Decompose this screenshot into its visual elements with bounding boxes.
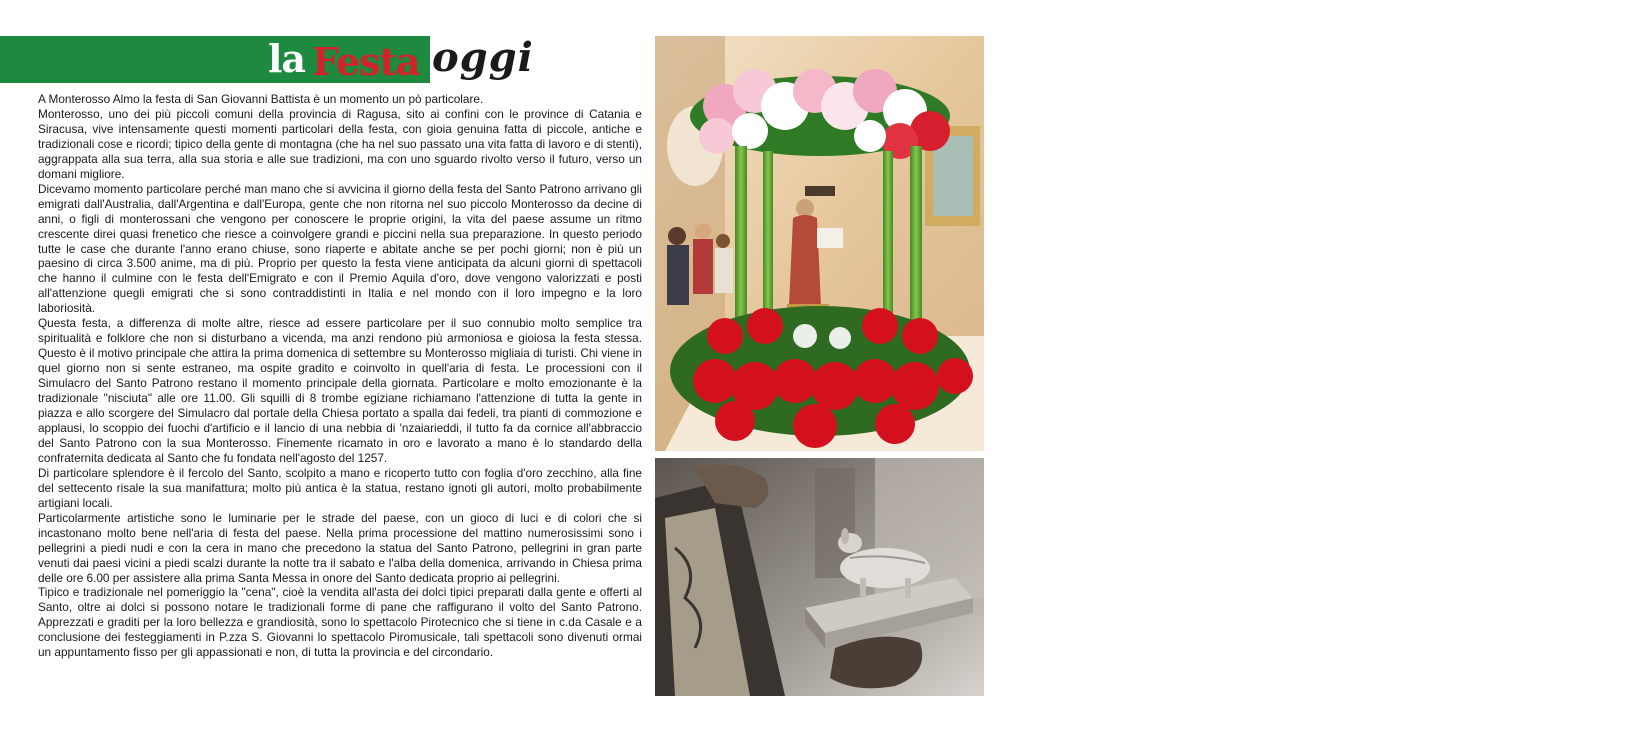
festival-float-photo xyxy=(655,36,1628,466)
article-paragraph: Di particolare splendore è il fercolo del Santo, scolpito a mano e ricoperto tutto con foglia d'oro zecchino, alla fine del settecento risale la sua manifattura; molto più antica è la statua, restano ignoti gli autori, molto probabilmente artigiani locali. xyxy=(38,465,642,510)
photo-credit: foto Francesco Amodio xyxy=(1618,373,1628,466)
silver-lamb-photo xyxy=(655,458,984,696)
silver-lamb-illustration xyxy=(655,458,984,696)
article-paragraph: Tipico e tradizionale nel pomeriggio la "cena", cioè la vendita all'asta dei dolci tipici preparati dalla gente e offerti al Santo, oltre ai dolci si possono notare le tradizionali forme di pane che raffigurano il volto del Santo Patrono. Apprezzati e graditi per la loro bellezza e grandiosità, sono lo spettacolo Pirotecnico che si tiene in c.da Casale e a conclusione dei festeggiamenti in P.zza S. Giovanni lo spettacolo Piromusicale, tali spettacoli sono divenuti ormai un appuntamento fisso per gli appassionati e non, di tutta la provincia e del circondario. xyxy=(38,585,642,660)
article-paragraph: Dicevamo momento particolare perché man mano che si avvicina il giorno della festa del Santo Patrono arrivano gli emigrati dall'Australia, dall'Argentina e dall'Europa, gente che non ritorna nel suo piccolo Monterosso da decine di anni, o figli di monterossani che vengono per conoscere le proprie origini, la vita del paese assume un ritmo crescente direi quasi frenetico che riesce a coinvolgere grandi e piccini nella sua preparazione. In questo periodo tutte le case che durante l'anno erano chiuse, sono riaperte e abitate anche se per pochi giorni; non è più un paesino di circa 3.500 anime, ma di più. Proprio per questo la festa viene anticipata da alcuni giorni di spettacoli che hanno il culmine con le festa dell'Emigrato e con il Premio Aquila d'oro, dove vengono valorizzati e posti all'attenzione quegli emigrati che si sono contraddistinti in Italia e nel mondo con il loro impegno e la loro laboriosità. xyxy=(38,181,642,316)
article-body xyxy=(38,92,642,660)
festival-float-illustration xyxy=(655,36,984,451)
title-festa: Festa xyxy=(312,39,420,84)
article-paragraph: Questa festa, a differenza di molte altre, riesce ad essere particolare per il suo connubio molto semplice tra spiritualità e folklore che non si disturbano a vicenda, ma anzi rendono più armoniosa e gioiosa la festa stessa. Questo è il motivo principale che attira la prima domenica di settembre su Monterosso migliaia di turisti. Chi viene in quel giorno non si sente estraneo, ma ospite gradito e coinvolto in quell'aria di festa. Le processioni con il Simulacro del Santo Patrono restano il momento principale della giornata. Particolare e molto emozionante è la tradizionale "nisciuta" alle ore 11.00. Gli squilli di 8 trombe egiziane richiamano l'attenzione di tutta la gente in piazza e allo scorgere del Simulacro dal portale della Chiesa portato a spalla dai fedeli, tra pianti di commozione e applausi, lo scoppio dei fuochi d'artificio e il lancio di una nebbia di 'nzaiarieddi, il tutto fa da cornice all'abbraccio del Santo Patrono con la sua Monterosso. Finemente ricamato in oro e lavorato a mano è lo standardo della confraternita dedicata al Santo che fu fondata nell'agosto del 1257. xyxy=(38,316,642,465)
article-paragraph: A Monterosso Almo la festa di San Giovanni Battista è un momento un pò particolare. xyxy=(38,92,484,106)
title-la: la xyxy=(268,36,306,81)
article-paragraph: Particolarmente artistiche sono le luminarie per le strade del paese, con un gioco di luci e di colori che si incastonano molto bene nell'aria di festa del paese. Nella prima processione del mattino numerosissimi sono i pellegrini a piedi nudi e con la cera in mano che precedono la statua del Santo Patrono, pellegrini in gran parte venuti dai paesi vicini a piedi scalzi durante la notte tra il sabato e l'alba della domenica, arrivando in Chiesa prima delle ore 6.00 per assistere alla prima Santa Messa in onore del Santo dedicata proprio ai pellegrini. xyxy=(38,510,642,585)
article-paragraph: Monterosso, uno dei più piccoli comuni della provincia di Ragusa, sito ai confini con le province di Catania e Siracusa, vive intensamente questi momenti particolari della festa, con gioia genuina fatta di piccole, antiche e tradizionali cose e ricordi; tipico della gente di montagna (che ha nel suo passato una vita fatta di lavoro e di stenti), aggrappata alla sua terra, alla sua storia e alle sue tradizioni, ma con uno sguardo rivolto verso il futuro, verso un domani migliore. xyxy=(38,106,642,181)
title-oggi: oggi xyxy=(432,34,534,81)
